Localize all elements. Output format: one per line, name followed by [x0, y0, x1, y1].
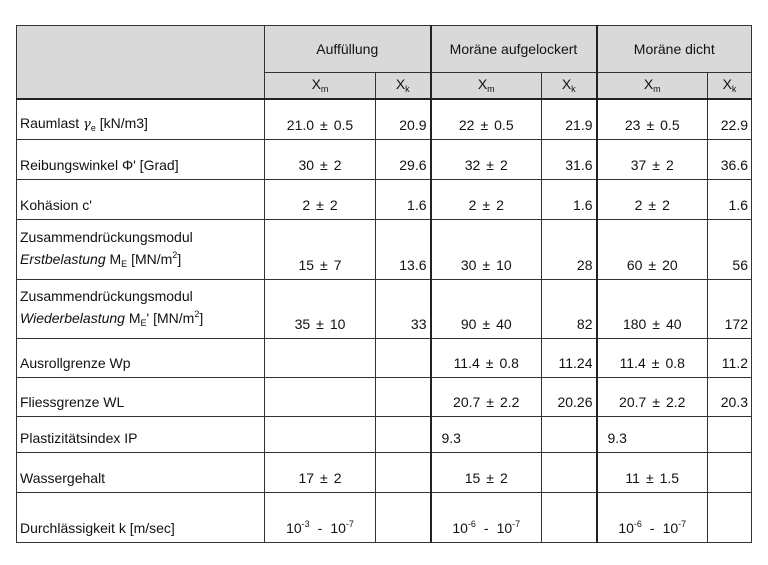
- table-row: [17, 378, 752, 417]
- cell-mean: 35 ± 10: [265, 280, 376, 339]
- row-label-ausrollgrenze: Ausrollgrenze Wp: [17, 339, 265, 378]
- cell-mean: 2 ± 2: [597, 180, 708, 220]
- cell-char: 1.6: [542, 180, 597, 220]
- cell-mean: 30 ± 10: [431, 220, 542, 280]
- cell-mean: 11.4 ± 0.8: [431, 339, 542, 378]
- cell-empty: [265, 378, 376, 417]
- cell-mean: 11.4 ± 0.8: [597, 339, 708, 378]
- subheader-xk: $X_k$: [376, 73, 431, 99]
- header-moraene-dicht: Moräne dicht: [597, 26, 752, 73]
- subheader-xk: $X_k$: [708, 73, 752, 99]
- cell-empty: [542, 493, 597, 543]
- cell-empty: [265, 417, 376, 453]
- table-row: [17, 99, 752, 140]
- row-label-kohaesion: Kohäsion c': [17, 180, 265, 220]
- header-corner: [17, 26, 265, 99]
- row-label-durchlaessigkeit: Durchlässigkeit k [m/sec]: [17, 493, 265, 543]
- cell-mean: 11 ± 1.5: [597, 453, 708, 493]
- row-label-wiederbelastung: Zusammendrückungsmodul Wiederbelastung $M_E'$ $[MN/m^2]$: [17, 280, 265, 339]
- header-auffuellung: Auffüllung: [265, 26, 431, 73]
- cell-char: 20.26: [542, 378, 597, 417]
- table-row: [17, 339, 752, 378]
- row-label-plastizitaetsindex: Plastizitätsindex IP: [17, 417, 265, 453]
- cell-empty: [708, 453, 752, 493]
- cell-mean: 180 ± 40: [597, 280, 708, 339]
- cell-mean: 22 ± 0.5: [431, 99, 542, 140]
- cell-mean: 30 ± 2: [265, 140, 376, 180]
- cell-mean: 32 ± 2: [431, 140, 542, 180]
- cell-empty: [376, 417, 431, 453]
- cell-mean: 9.3: [597, 417, 708, 453]
- cell-empty: [708, 417, 752, 453]
- cell-mean: 2 ± 2: [431, 180, 542, 220]
- cell-char: 33: [376, 280, 431, 339]
- cell-char: 13.6: [376, 220, 431, 280]
- header-moraene-aufgelockert: Moräne aufgelockert: [431, 26, 597, 73]
- cell-char: 22.9: [708, 99, 752, 140]
- cell-char: 11.2: [708, 339, 752, 378]
- subheader-xm: $X_m$: [265, 73, 376, 99]
- cell-char: 20.9: [376, 99, 431, 140]
- table-row: [17, 140, 752, 180]
- soil-parameter-table: [16, 25, 752, 543]
- cell-char: 56: [708, 220, 752, 280]
- cell-mean: 9.3: [431, 417, 542, 453]
- row-label-erstbelastung: Zusammendrückungsmodul Erstbelastung $M_E$ $[MN/m^2]$: [17, 220, 265, 280]
- cell-mean: 60 ± 20: [597, 220, 708, 280]
- table-row: [17, 453, 752, 493]
- cell-char: 36.6: [708, 140, 752, 180]
- cell-mean: 15 ± 2: [431, 453, 542, 493]
- cell-permeability-range: $10^{-3} - 10^{-7}$: [265, 493, 376, 543]
- subheader-xm: $X_m$: [431, 73, 542, 99]
- row-label-reibungswinkel: Reibungswinkel Φ' [Grad]: [17, 140, 265, 180]
- table-row: [17, 417, 752, 453]
- cell-char: 172: [708, 280, 752, 339]
- cell-char: 1.6: [708, 180, 752, 220]
- table-row: [17, 493, 752, 543]
- cell-empty: [376, 453, 431, 493]
- cell-empty: [376, 378, 431, 417]
- cell-char: 20.3: [708, 378, 752, 417]
- cell-char: 29.6: [376, 140, 431, 180]
- table-row: [17, 180, 752, 220]
- table-row: [17, 280, 752, 339]
- cell-permeability-range: $10^{-6} - 10^{-7}$: [431, 493, 542, 543]
- cell-mean: 23 ± 0.5: [597, 99, 708, 140]
- cell-empty: [542, 417, 597, 453]
- subheader-xm: $X_m$: [597, 73, 708, 99]
- cell-empty: [376, 493, 431, 543]
- cell-empty: [542, 453, 597, 493]
- cell-mean: 15 ± 7: [265, 220, 376, 280]
- cell-mean: 2 ± 2: [265, 180, 376, 220]
- cell-empty: [708, 493, 752, 543]
- row-label-raumlast: Raumlast $\gamma_e$ [kN/m3]: [17, 99, 265, 140]
- subheader-xk: $X_k$: [542, 73, 597, 99]
- cell-char: 28: [542, 220, 597, 280]
- cell-empty: [265, 339, 376, 378]
- row-label-fliessgrenze: Fliessgrenze WL: [17, 378, 265, 417]
- cell-mean: 17 ± 2: [265, 453, 376, 493]
- table-row: [17, 220, 752, 280]
- row-label-wassergehalt: Wassergehalt: [17, 453, 265, 493]
- cell-mean: 90 ± 40: [431, 280, 542, 339]
- cell-mean: 20.7 ± 2.2: [597, 378, 708, 417]
- cell-mean: 20.7 ± 2.2: [431, 378, 542, 417]
- cell-char: 1.6: [376, 180, 431, 220]
- cell-char: 21.9: [542, 99, 597, 140]
- cell-char: 82: [542, 280, 597, 339]
- cell-mean: 21.0 ± 0.5: [265, 99, 376, 140]
- cell-empty: [376, 339, 431, 378]
- cell-permeability-range: $10^{-6} - 10^{-7}$: [597, 493, 708, 543]
- cell-char: 11.24: [542, 339, 597, 378]
- cell-mean: 37 ± 2: [597, 140, 708, 180]
- cell-char: 31.6: [542, 140, 597, 180]
